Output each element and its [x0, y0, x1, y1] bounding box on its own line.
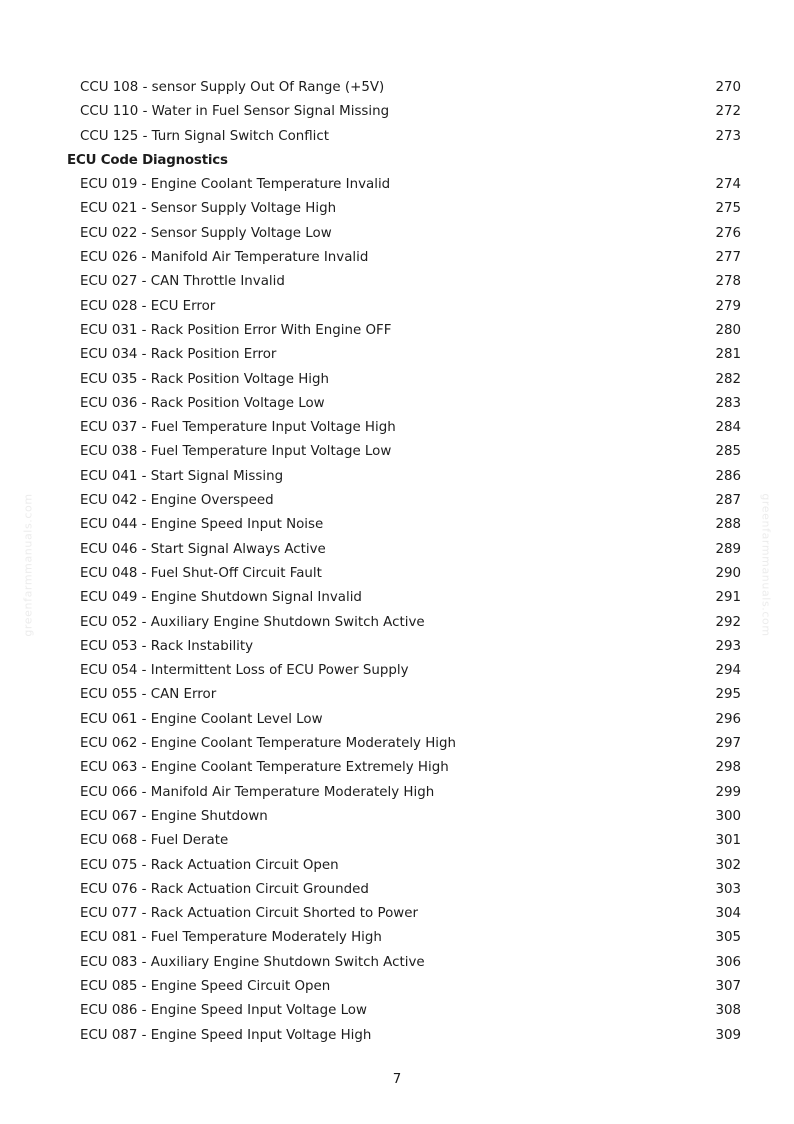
toc-entry-title: ECU 054 - Intermittent Loss of ECU Power Supply — [80, 663, 409, 679]
toc-section-heading — [0, 149, 794, 173]
toc-entry[interactable] — [0, 197, 794, 221]
toc-entry-title: ECU 027 - CAN Throttle Invalid — [80, 274, 285, 290]
toc-entry[interactable] — [0, 975, 794, 999]
toc-entry-title: ECU 068 - Fuel Derate — [80, 833, 229, 849]
toc-entry-page-number: 308 — [715, 1003, 741, 1019]
toc-entry[interactable] — [0, 100, 794, 124]
toc-entry[interactable] — [0, 829, 794, 853]
toc-entry-title: ECU 022 - Sensor Supply Voltage Low — [80, 225, 332, 241]
toc-entry-title: ECU 044 - Engine Speed Input Noise — [80, 517, 324, 533]
toc-entry-title: ECU 037 - Fuel Temperature Input Voltage High — [80, 420, 396, 436]
toc-entry-page-number: 280 — [715, 322, 741, 338]
toc-entry-page-number: 287 — [715, 493, 741, 509]
toc-entry[interactable] — [0, 392, 794, 416]
toc-entry-title: ECU 062 - Engine Coolant Temperature Moderately High — [80, 736, 457, 752]
toc-entry[interactable] — [0, 295, 794, 319]
toc-entry-title: ECU 076 - Rack Actuation Circuit Grounded — [80, 881, 369, 897]
toc-entry[interactable] — [0, 902, 794, 926]
toc-entry-title: ECU 028 - ECU Error — [80, 298, 216, 314]
toc-entry-title: CCU 108 - sensor Supply Out Of Range (+5V) — [80, 80, 385, 95]
toc-entry-page-number: 301 — [715, 833, 741, 849]
toc-entry[interactable] — [0, 878, 794, 902]
toc-entry-title: CCU 110 - Water in Fuel Sensor Signal Missing — [80, 104, 390, 120]
toc-entry[interactable] — [0, 732, 794, 756]
toc-entry-page-number: 284 — [715, 420, 741, 436]
toc-entry-page-number: 282 — [715, 371, 741, 387]
toc-entry-title: ECU 046 - Start Signal Always Active — [80, 541, 326, 557]
toc-entry-title: ECU 085 - Engine Speed Circuit Open — [80, 978, 331, 994]
toc-entry-page-number: 276 — [715, 225, 741, 241]
toc-entry[interactable] — [0, 173, 794, 197]
toc-entry-title: ECU 081 - Fuel Temperature Moderately High — [80, 930, 382, 946]
toc-entry[interactable] — [0, 1024, 794, 1048]
toc-entry-title: ECU 052 - Auxiliary Engine Shutdown Switch Active — [80, 614, 425, 630]
toc-entry-title: ECU 049 - Engine Shutdown Signal Invalid — [80, 590, 362, 606]
toc-entry[interactable] — [0, 659, 794, 683]
toc-entry-page-number: 293 — [715, 638, 741, 654]
toc-entry[interactable] — [0, 586, 794, 610]
toc-entry-title: ECU 021 - Sensor Supply Voltage High — [80, 201, 337, 217]
toc-entry[interactable] — [0, 125, 794, 149]
toc-entry-page-number: 286 — [715, 468, 741, 484]
toc-entry-page-number: 275 — [715, 201, 741, 217]
toc-entry-page-number: 294 — [715, 663, 741, 679]
toc-entry[interactable] — [0, 222, 794, 246]
toc-entry-page-number: 303 — [715, 881, 741, 897]
toc-entry-page-number: 290 — [715, 565, 741, 581]
toc-entry-title: ECU 075 - Rack Actuation Circuit Open — [80, 857, 339, 873]
toc-entry[interactable] — [0, 999, 794, 1023]
toc-entry-title: ECU 087 - Engine Speed Input Voltage High — [80, 1027, 372, 1043]
toc-entry-page-number: 298 — [715, 760, 741, 776]
toc-entry[interactable] — [0, 805, 794, 829]
toc-entry-page-number: 291 — [715, 590, 741, 606]
toc-entry-title: ECU 026 - Manifold Air Temperature Invalid — [80, 250, 369, 266]
toc-entry-page-number: 300 — [715, 808, 741, 824]
toc-entry-title: ECU 035 - Rack Position Voltage High — [80, 371, 330, 387]
toc-entry[interactable] — [0, 635, 794, 659]
toc-entry-page-number: 285 — [715, 444, 741, 460]
toc-entry[interactable] — [0, 489, 794, 513]
toc-entry-title: ECU 067 - Engine Shutdown — [80, 808, 268, 824]
toc-entry[interactable] — [0, 343, 794, 367]
toc-entry[interactable] — [0, 611, 794, 635]
toc-entry[interactable] — [0, 513, 794, 537]
toc-entry[interactable] — [0, 270, 794, 294]
toc-entry-page-number: 279 — [715, 298, 741, 314]
toc-entry-page-number: 304 — [715, 906, 741, 922]
toc-entry-title: ECU 083 - Auxiliary Engine Shutdown Switch Active — [80, 954, 425, 970]
watermark-left: greenfarmmanuals.com — [21, 493, 35, 637]
toc-entry-page-number: 288 — [715, 517, 741, 533]
toc-entry-page-number: 289 — [715, 541, 741, 557]
toc-entry-page-number: 273 — [715, 128, 741, 144]
toc-entry-title: ECU 066 - Manifold Air Temperature Moderately High — [80, 784, 435, 800]
toc-entry[interactable] — [0, 683, 794, 707]
table-of-contents — [0, 76, 794, 1048]
toc-entry-page-number: 297 — [715, 736, 741, 752]
toc-entry-page-number: 292 — [715, 614, 741, 630]
toc-section-title: ECU Code Diagnostics — [67, 152, 228, 168]
toc-entry-title: ECU 036 - Rack Position Voltage Low — [80, 395, 325, 411]
toc-entry-title: CCU 125 - Turn Signal Switch Conflict — [80, 128, 330, 144]
footer-page-number: 7 — [392, 1072, 402, 1087]
toc-entry[interactable] — [0, 708, 794, 732]
toc-entry-title: ECU 042 - Engine Overspeed — [80, 493, 274, 509]
toc-entry-title: ECU 077 - Rack Actuation Circuit Shorted to Power — [80, 906, 418, 922]
toc-entry-title: ECU 086 - Engine Speed Input Voltage Low — [80, 1003, 367, 1019]
toc-entry-page-number: 299 — [715, 784, 741, 800]
watermark-right: greenfarmmanuals.com — [759, 493, 773, 637]
toc-entry-page-number: 270 — [715, 80, 741, 95]
toc-entry[interactable] — [0, 756, 794, 780]
toc-entry-title: ECU 019 - Engine Coolant Temperature Invalid — [80, 177, 391, 193]
toc-entry-title: ECU 055 - CAN Error — [80, 687, 217, 703]
toc-entry-page-number: 296 — [715, 711, 741, 727]
toc-entry[interactable] — [0, 465, 794, 489]
toc-entry-page-number: 307 — [715, 978, 741, 994]
toc-entry[interactable] — [0, 538, 794, 562]
toc-entry-page-number: 281 — [715, 347, 741, 363]
toc-entry-page-number: 272 — [715, 104, 741, 120]
toc-entry-title: ECU 041 - Start Signal Missing — [80, 468, 284, 484]
toc-entry-title: ECU 061 - Engine Coolant Level Low — [80, 711, 323, 727]
toc-entry[interactable] — [0, 416, 794, 440]
toc-entry-page-number: 306 — [715, 954, 741, 970]
toc-entry[interactable] — [0, 926, 794, 950]
toc-entry-page-number: 277 — [715, 250, 741, 266]
toc-entry-title: ECU 048 - Fuel Shut-Off Circuit Fault — [80, 565, 322, 581]
toc-entry[interactable] — [0, 440, 794, 464]
toc-entry-title: ECU 034 - Rack Position Error — [80, 347, 277, 363]
toc-entry-page-number: 295 — [715, 687, 741, 703]
toc-entry-page-number: 305 — [715, 930, 741, 946]
toc-entry[interactable] — [0, 246, 794, 270]
toc-entry[interactable] — [0, 951, 794, 975]
toc-entry-title: ECU 031 - Rack Position Error With Engine OFF — [80, 322, 392, 338]
toc-entry[interactable] — [0, 854, 794, 878]
toc-entry-page-number: 278 — [715, 274, 741, 290]
toc-entry[interactable] — [0, 562, 794, 586]
toc-entry-page-number: 283 — [715, 395, 741, 411]
toc-entry[interactable] — [0, 76, 794, 100]
toc-entry-page-number: 274 — [715, 177, 741, 193]
toc-entry[interactable] — [0, 781, 794, 805]
toc-entry[interactable] — [0, 319, 794, 343]
toc-entry-page-number: 302 — [715, 857, 741, 873]
toc-entry-title: ECU 038 - Fuel Temperature Input Voltage Low — [80, 444, 392, 460]
toc-entry[interactable] — [0, 368, 794, 392]
toc-entry-title: ECU 063 - Engine Coolant Temperature Extremely High — [80, 760, 449, 776]
toc-entry-page-number: 309 — [715, 1027, 741, 1043]
toc-entry-title: ECU 053 - Rack Instability — [80, 638, 254, 654]
